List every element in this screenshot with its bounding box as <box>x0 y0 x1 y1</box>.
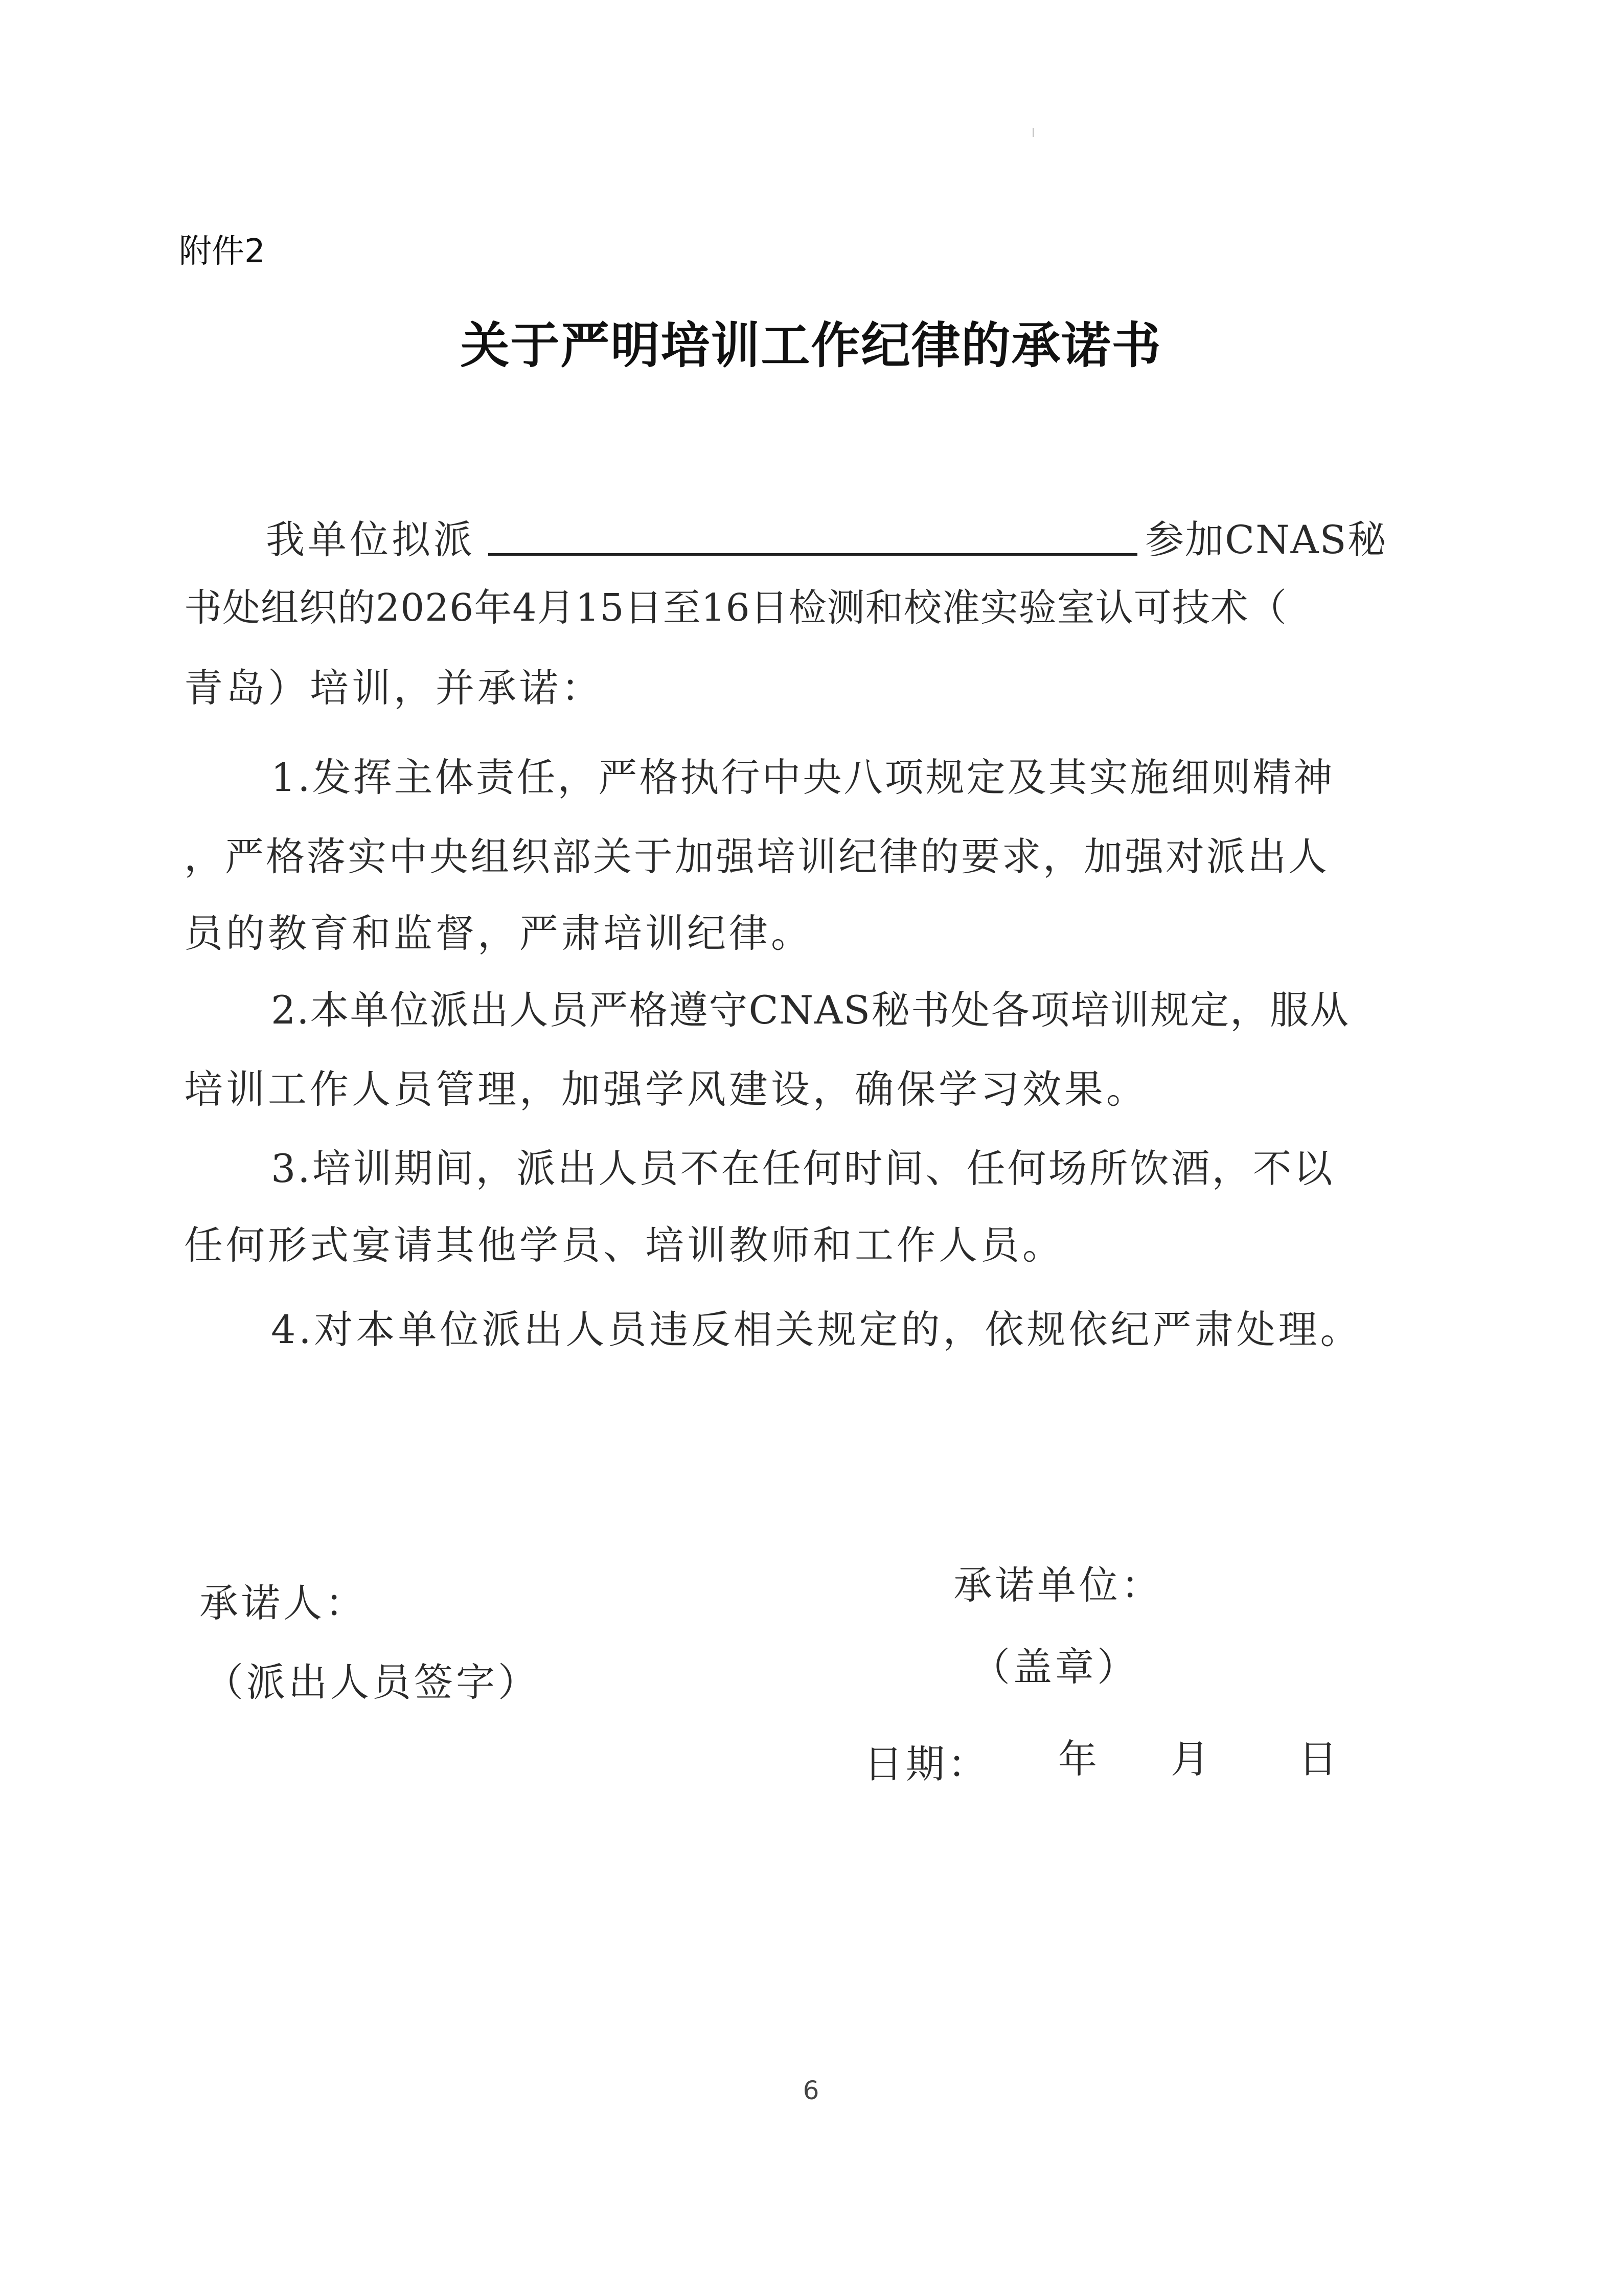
date-month-label: 月 <box>1171 1736 1213 1782</box>
document-title: 关于严明培训工作纪律的承诺书 <box>460 317 1162 374</box>
attachment-label: 附件2 <box>179 233 265 270</box>
promisor-label: 承诺人： <box>199 1580 367 1626</box>
delegate-name-blank <box>488 553 1137 556</box>
item-2-line-1: 2.本单位派出人员严格遵守CNAS秘书处各项培训规定，服从 <box>271 987 1350 1033</box>
intro-line1-suffix: 参加CNAS秘 <box>1145 517 1387 562</box>
item-3-line-1: 3.培训期间，派出人员不在任何时间、任何场所饮酒，不以 <box>271 1146 1335 1191</box>
date-label: 日期： <box>864 1741 990 1787</box>
date-day-label: 日 <box>1298 1736 1340 1782</box>
item-2-line-2: 培训工作人员管理，加强学风建设，确保学习效果。 <box>184 1066 1148 1112</box>
intro-line1-prefix: 我单位拟派 <box>266 517 475 562</box>
unit-seal-note: （盖章） <box>971 1644 1139 1690</box>
scan-mark <box>1033 128 1034 137</box>
item-1-line-3: 员的教育和监督，严肃培训纪律。 <box>184 911 813 956</box>
item-3-line-2: 任何形式宴请其他学员、培训教师和工作人员。 <box>184 1222 1064 1268</box>
promisor-signature-note: （派出人员签字） <box>204 1660 540 1705</box>
item-1-line-1: 1.发挥主体责任，严格执行中央八项规定及其实施细则精神 <box>271 755 1335 800</box>
unit-label: 承诺单位： <box>953 1562 1163 1608</box>
item-4-line-1: 4.对本单位派出人员违反相关规定的，依规依纪严肃处理。 <box>271 1307 1362 1352</box>
intro-line3: 青岛）培训，并承诺： <box>184 665 603 711</box>
intro-line2: 书处组织的2026年4月15日至16日检测和校准实验室认可技术（ <box>184 586 1287 630</box>
item-1-line-2: ，严格落实中央组织部关于加强培训纪律的要求，加强对派出人 <box>184 834 1329 879</box>
date-year-label: 年 <box>1058 1736 1100 1782</box>
page-number: 6 <box>803 2076 819 2105</box>
